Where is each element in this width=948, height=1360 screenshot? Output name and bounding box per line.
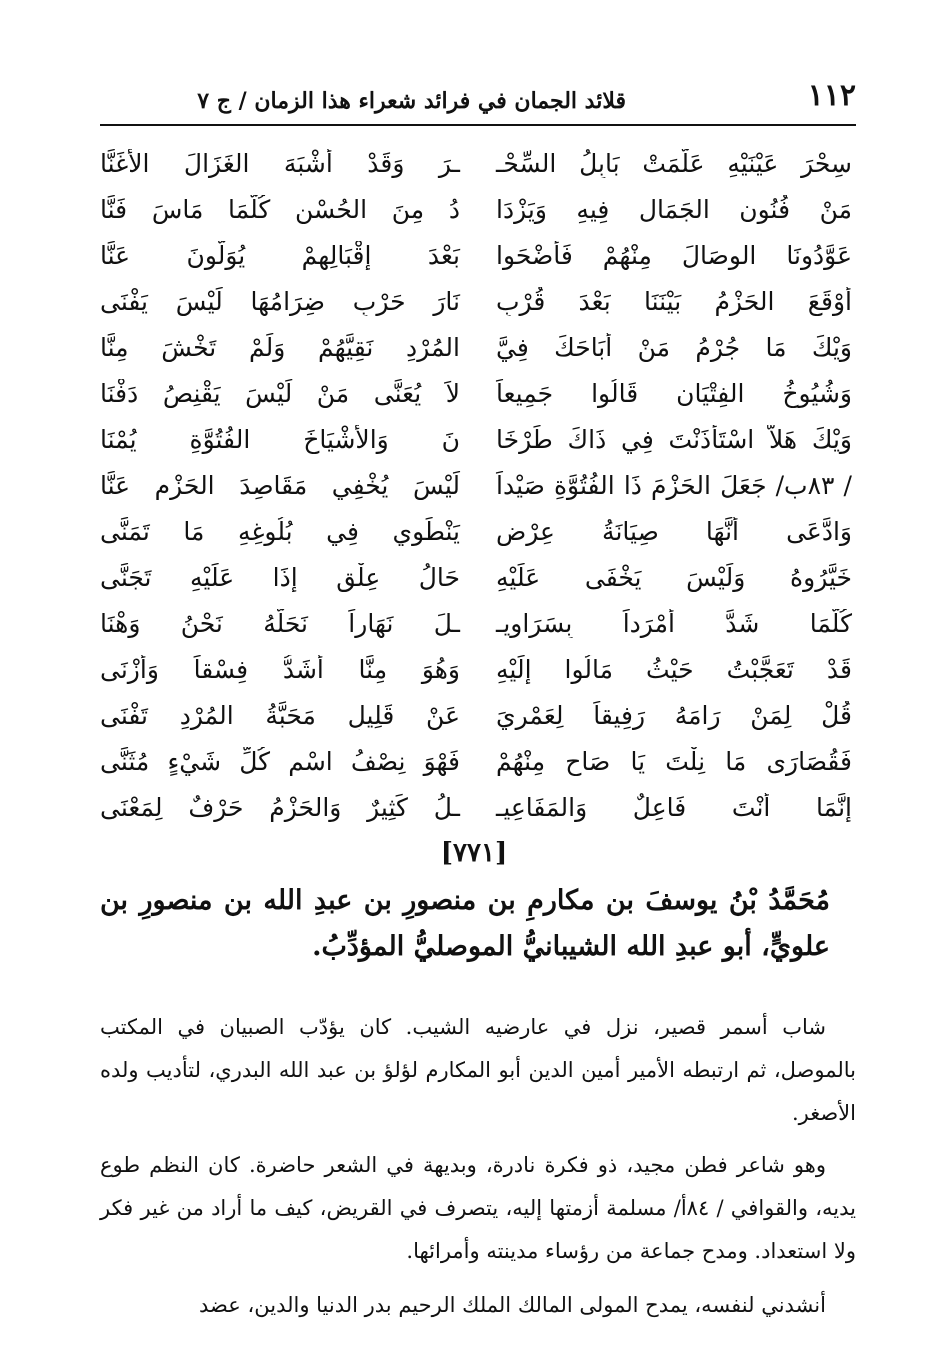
verse-first-hemistich: فَقُصَارَى مَا نِلْتَ يَا صَاحِ مِنْهُمْ [496, 746, 852, 776]
verse-row [100, 692, 856, 738]
entry-number: [٧٧١] [440, 838, 508, 868]
verse-row [100, 462, 856, 508]
verse-second-hemistich: فَهْوَ نِصْفُ اسْمٍ كُلِّ شَيْءٍ مُثَنَّى [100, 746, 460, 776]
header-divider [100, 124, 856, 126]
verse-row [100, 416, 856, 462]
verse-row [100, 600, 856, 646]
verse-second-hemistich: دُ مِنَ الحُسْنِ كُلَّمَا مَاسَ فَنَّا [100, 194, 460, 224]
verse-first-hemistich: خَيَّرُوهُ وَلَيْسَ يَخْفَى عَلَيْهِ [496, 562, 852, 592]
verse-row [100, 784, 856, 830]
verse-row [100, 738, 856, 784]
verse-row [100, 554, 856, 600]
verse-first-hemistich: قَدْ تَعَجَّبْتُ حَيْثُ مَالُوا إِلَيْهِ [496, 654, 852, 684]
verse-first-hemistich: إِنَّمَا أَنْتَ فَاعِلٌ وَالمَفَاعِيـ [496, 792, 852, 822]
verse-first-hemistich: أَوْقَعَ الحَزْمُ بَيْنَنَا بَعْدَ قُرْبٍ [496, 286, 852, 316]
verse-first-hemistich: كُلَّمَا شَدَّ أَمْرَداً بِسَرَاوِيـ [496, 608, 852, 638]
verse-second-hemistich: ـرَ وَقَدْ أَشْبَهَ الغَزَالَ الأَغَنَّا [100, 148, 460, 178]
verse-second-hemistich: نَارَ حَرْبٍ ضِرَامُهَا لَيْسَ يَفْنَى [100, 286, 460, 316]
verse-second-hemistich: يَنْطَوِي فِي بُلُوغِهِ مَا تَمَنَّى [100, 516, 460, 546]
verse-first-hemistich: سِحْرَ عَيْنَيْهِ عَلَّمَتْ بَابِلُ السِّحْـ [496, 148, 852, 178]
verse-row [100, 186, 856, 232]
biography-paragraph: شاب أسمر قصير، نزل في عارضيه الشيب. كان يؤدّب الصبيان في المكتب بالموصل، ثم ارتبطه الأمير أمين الدين أبو المكارم لؤلؤ بن عبد الله البدري، لتأديب ولده الأصغر. [100, 1015, 856, 1125]
biography-paragraph: وهو شاعر فطن مجيد، ذو فكرة نادرة، وبديهة في الشعر حاضرة. كان النظم طوع يديه، والقوافي / ٨٤أ/ مسلمة أزمتها إليه، يتصرف في القريض، كيف ما أراد من غير فكر ولا استعداد. ومدح جماعة من رؤساء مدينته وأمرائها. [100, 1153, 856, 1263]
verse-first-hemistich: / ٨٣ب/ جَعَلَ الحَزْمَ ذَا الفُتُوَّةِ صَيْداً [496, 470, 852, 500]
verse-second-hemistich: بَعْدَ إقْبَالِهِمْ يُوَلُّونَ عَنَّا [100, 240, 460, 270]
running-header [100, 78, 856, 118]
verse-row [100, 508, 856, 554]
page-number: ١١٢ [807, 78, 856, 113]
verse-row [100, 278, 856, 324]
biography-paragraph: أنشدني لنفسه، يمدح المولى المالك الملك الرحيم بدر الدنيا والدين، عضد [199, 1293, 826, 1317]
verse-second-hemistich: وَهُوَ مِنَّا أَشَدُّ فِسْقاً وَأَزْنَى [100, 654, 460, 684]
verse-row [100, 646, 856, 692]
verse-second-hemistich: لاَ يُعَنَّى مَنْ لَيْسَ يَقْنِصُ دَفْنَا [100, 378, 460, 408]
verse-first-hemistich: قُلْ لِمَنْ رَامَهُ رَفِيقاً لِعَمْرِيَ [496, 700, 852, 730]
verse-second-hemistich: المُرْدِ نَقِيَّهُمْ وَلَمْ تَخْشَ مِنَّا [100, 332, 460, 362]
verse-second-hemistich: نَ وَالأَشْيَاخَ الفُتُوَّةِ يُمْنَا [100, 424, 460, 454]
verse-first-hemistich: مَنْ فُنُونِ الجَمَالِ فِيهِ وَيَزْدَا [496, 194, 852, 224]
book-title: قلائد الجمان في فرائد شعراء هذا الزمان / ج ٧ [197, 88, 626, 114]
verse-second-hemistich: عَنْ قَلِيلٍ مَحَبَّةُ المُرْدِ تَفْنَى [100, 700, 460, 730]
verse-first-hemistich: عَوَّدُونَا الوِصَالَ مِنْهُمْ فَأَضْحَوا [496, 240, 852, 270]
verse-row [100, 140, 856, 186]
verse-second-hemistich: حَالُ عِلْقٍ إذَا عَلَيْهِ تَجَنَّى [100, 562, 460, 592]
verse-row [100, 232, 856, 278]
verse-row [100, 370, 856, 416]
entry-heading: مُحَمَّدُ بْنُ يوسفَ بن مكارمِ بن منصورِ بن عبدِ الله بن منصورِ بن علويٍّ، أبو عبدِ الله الشيبانيُّ الموصليُّ المؤدِّبُ. [100, 885, 830, 962]
verse-second-hemistich: ـلُ كَثِيرٌ وَالحَزْمُ حَرْفٌ لِمَعْنَى [100, 792, 460, 822]
verse-first-hemistich: وَادَّعَى أَنَّهَا صِيَانَةُ عِرْضٍ [496, 516, 852, 546]
verse-second-hemistich: ـلَ نَهَاراً نَحَلَّهُ نَحْنُ وَهْنَا [100, 608, 460, 638]
poem [100, 140, 856, 820]
verse-row [100, 324, 856, 370]
verse-first-hemistich: وَيْكَ هَلاَّ اسْتَأْذَنْتَ فِي ذَاكَ طَرْخَا [496, 424, 852, 454]
verse-first-hemistich: وَيْكَ مَا جُرْمُ مَنْ أَبَاحَكَ فِيَّ [496, 332, 852, 362]
verse-first-hemistich: وَشُيُوخُ الفِتْيَانِ قَالُوا جَمِيعاً [496, 378, 852, 408]
verse-second-hemistich: لَيْسَ يُخْفِي مَقَاصِدَ الحَزْمِ عَنَّا [100, 470, 460, 500]
